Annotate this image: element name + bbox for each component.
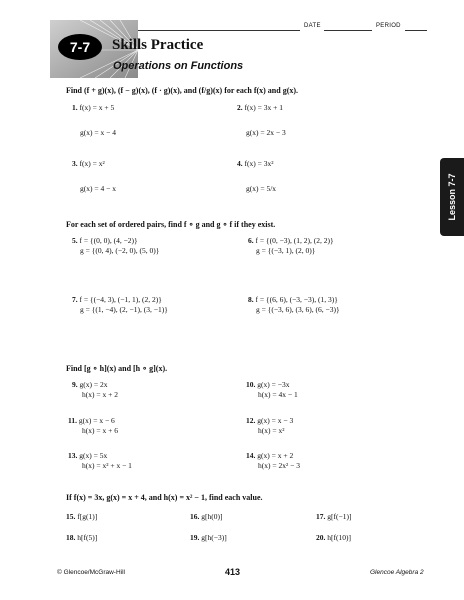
problem-13: 13. g(x) = 5x [68,451,108,460]
problem-4-g: g(x) = 5/x [246,184,277,193]
name-line[interactable] [122,30,300,31]
problem-14-h: h(x) = 2x² − 3 [258,461,300,470]
problem-18: 18. h[f(5)] [66,533,98,542]
problem-10-h: h(x) = 4x − 1 [258,390,298,399]
problem-2: 2. f(x) = 3x + 1 [237,103,283,112]
problem-17: 17. g[f(−1)] [316,512,352,521]
problem-12: 12. g(x) = x − 3 [246,416,294,425]
problem-8-g: g = {(−3, 6), (3, 6), (6, −3)} [256,305,340,314]
section4-instruction: If f(x) = 3x, g(x) = x + 4, and h(x) = x² − 1, find each value. [66,493,263,502]
problem-9: 9. g(x) = 2x [72,380,108,389]
problem-5: 5. f = {(0, 0), (4, −2)} [72,236,138,245]
problem-19: 19. g[h(−3)] [190,533,227,542]
date-label: DATE [304,23,321,29]
problem-12-h: h(x) = x² [258,426,285,435]
page-title: Skills Practice [112,37,204,53]
problem-8: 8. f = {(6, 6), (−3, −3), (1, 3)} [248,295,338,304]
problem-20: 20. h[f(10)] [316,533,351,542]
period-line[interactable] [405,30,427,31]
section2-instruction: For each set of ordered pairs, find f ∘ g and g ∘ f if they exist. [66,220,276,229]
problem-5-g: g = {(0, 4), (−2, 0), (5, 0)} [80,246,160,255]
lesson-number: 7-7 [58,34,102,60]
section1-instruction: Find (f + g)(x), (f − g)(x), (f · g)(x), and (f/g)(x) for each f(x) and g(x). [66,86,299,95]
problem-14: 14. g(x) = x + 2 [246,451,294,460]
problem-11: 11. g(x) = x − 6 [68,416,115,425]
footer-book-title: Glencoe Algebra 2 [370,569,424,576]
problem-7: 7. f = {(−4, 3), (−1, 1), (2, 2)} [72,295,162,304]
lesson-side-tab [440,158,464,236]
problem-3-g: g(x) = 4 − x [80,184,116,193]
problem-7-g: g = {(1, −4), (2, −1), (3, −1)} [80,305,168,314]
problem-11-h: h(x) = x + 6 [82,426,118,435]
period-label: PERIOD [376,23,401,29]
date-line[interactable] [324,30,372,31]
problem-13-h: h(x) = x² + x − 1 [82,461,132,470]
page-number: 413 [225,567,241,577]
section3-instruction: Find [g ∘ h](x) and [h ∘ g](x). [66,364,168,373]
page-subtitle: Operations on Functions [113,60,244,72]
problem-1: 1. f(x) = x + 5 [72,103,115,112]
problem-2-g: g(x) = 2x − 3 [246,128,286,137]
problem-6-g: g = {(−3, 1), (2, 0)} [256,246,316,255]
problem-3: 3. f(x) = x² [72,159,105,168]
problem-6: 6. f = {(0, −3), (1, 2), (2, 2)} [248,236,334,245]
problem-4: 4. f(x) = 3x² [237,159,274,168]
side-tab-label: Lesson 7-7 [447,173,457,221]
problem-9-h: h(x) = x + 2 [82,390,118,399]
problem-16: 16. g[h(0)] [190,512,223,521]
footer-copyright: © Glencoe/McGraw-Hill [57,569,125,576]
problem-15: 15. f[g(1)] [66,512,98,521]
problem-10: 10. g(x) = −3x [246,380,290,389]
problem-1-g: g(x) = x − 4 [80,128,116,137]
